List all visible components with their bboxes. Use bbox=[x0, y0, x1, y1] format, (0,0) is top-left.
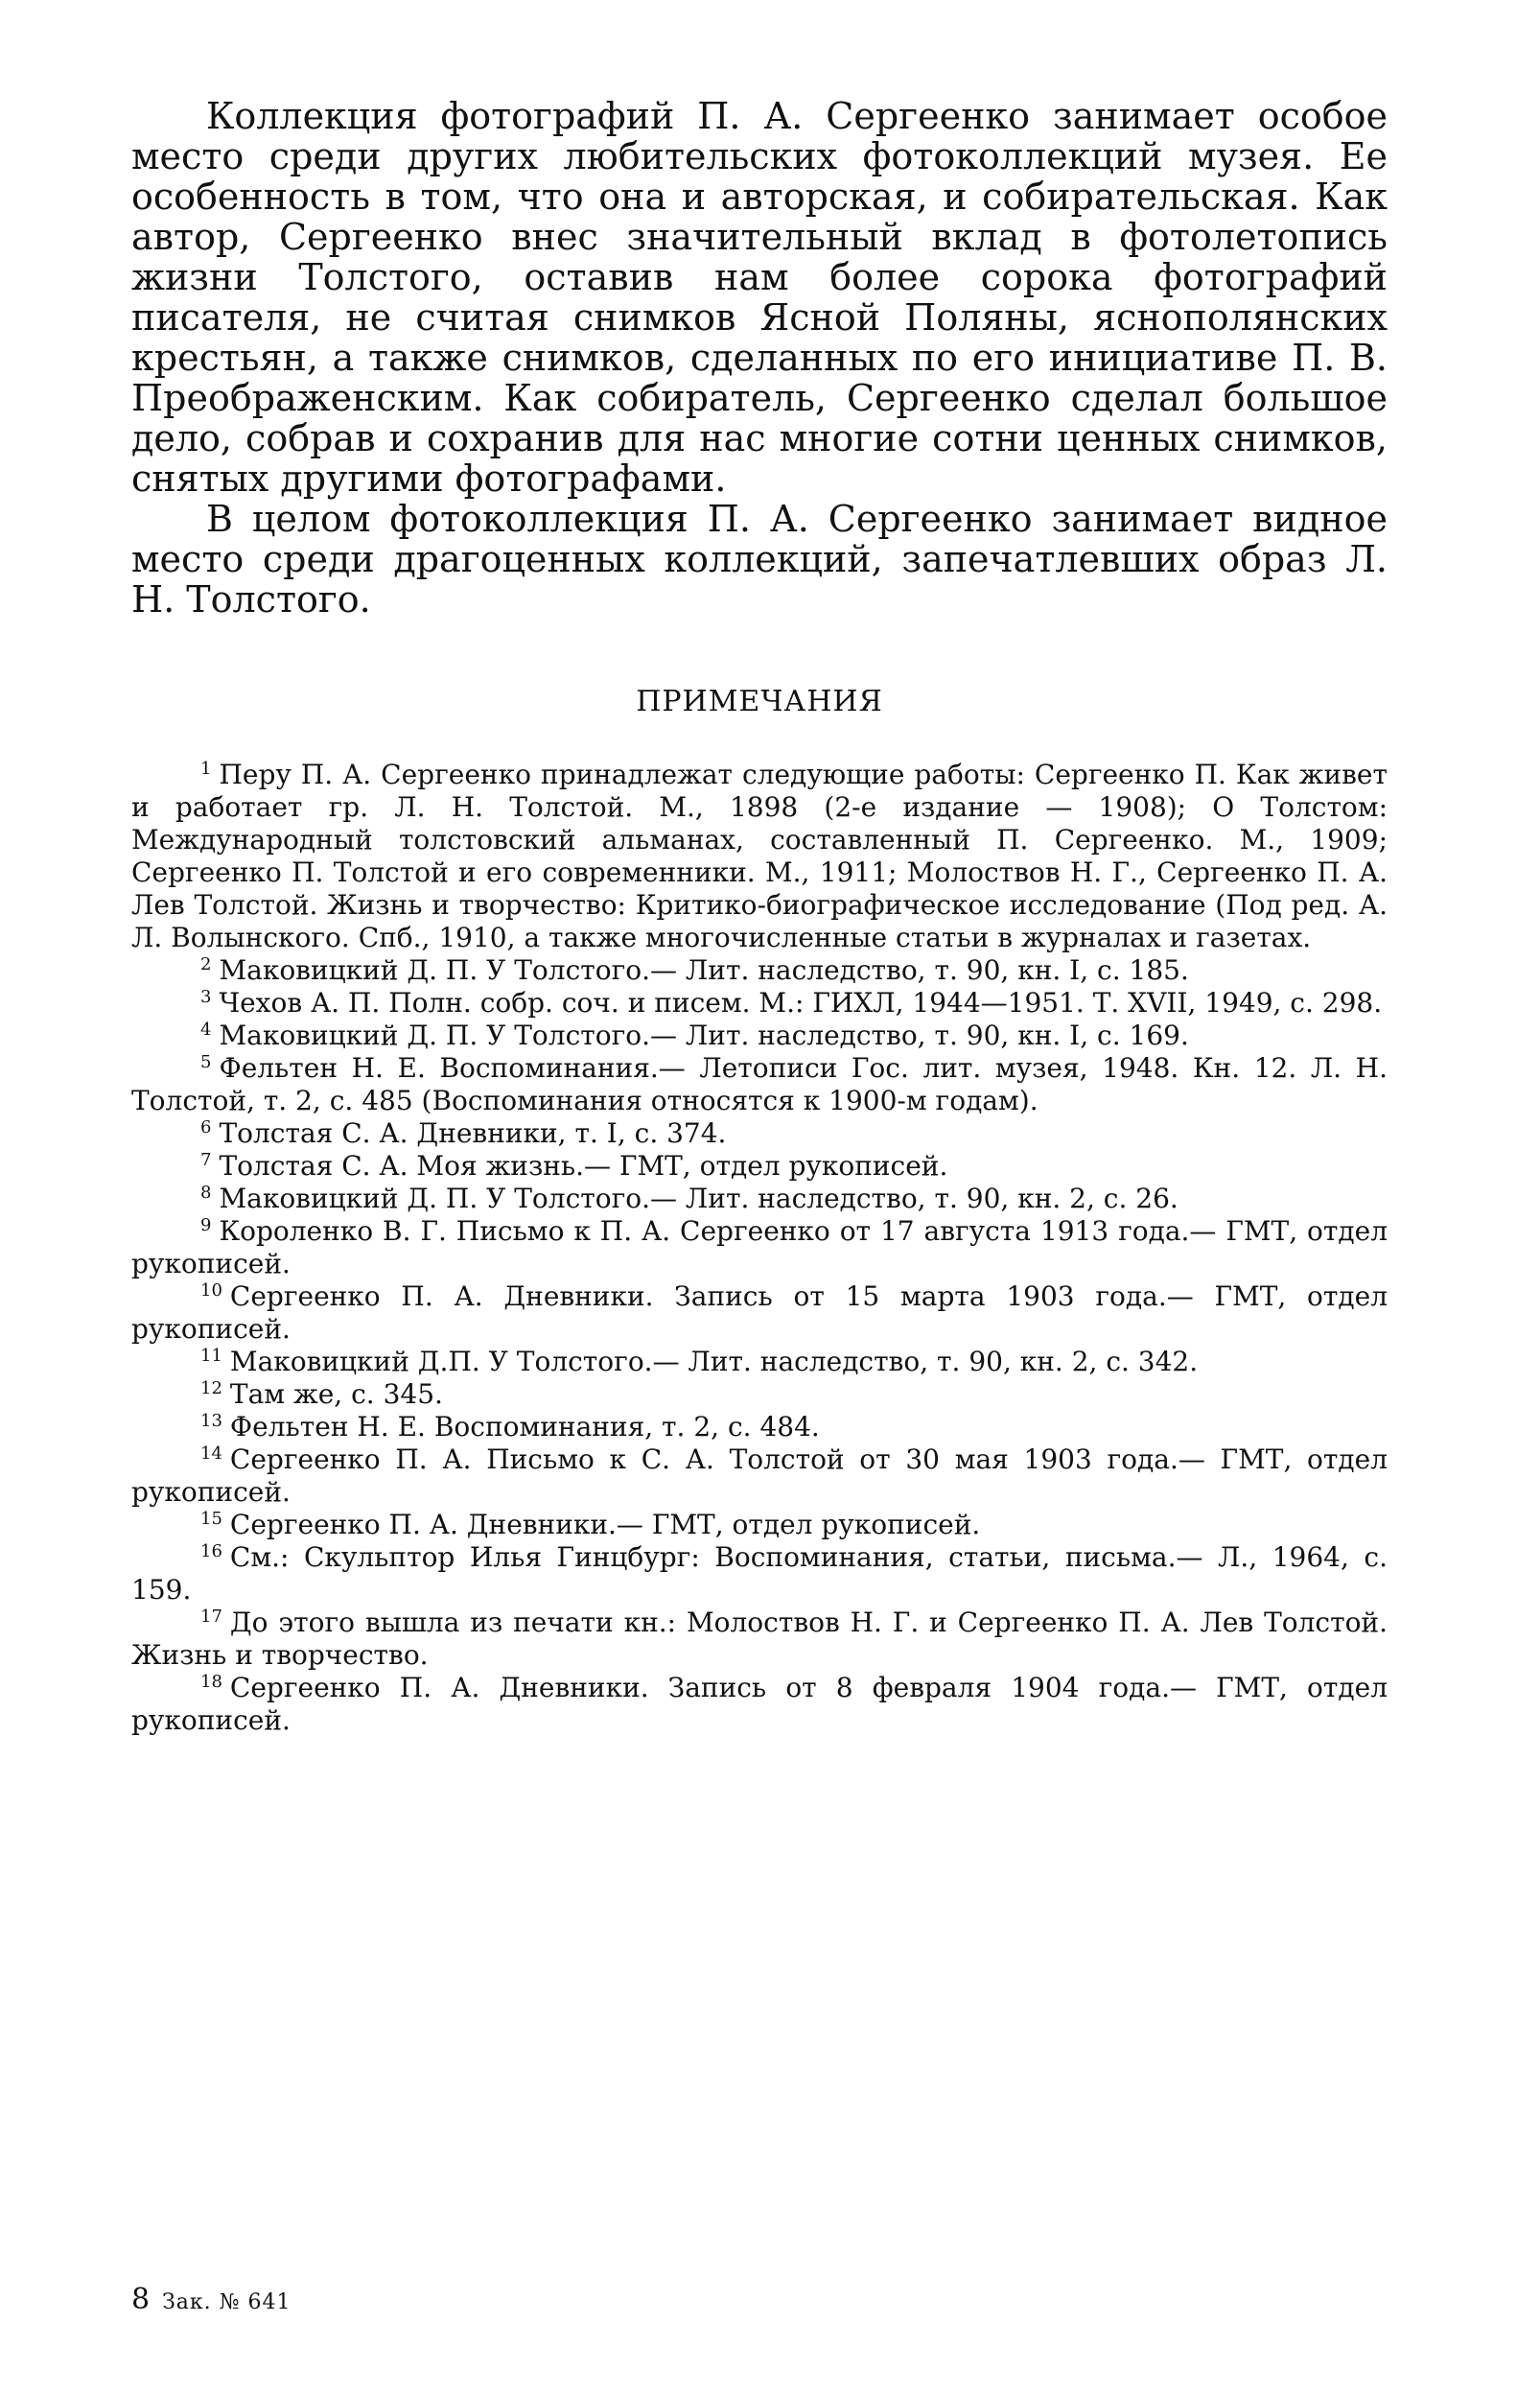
notes-list bbox=[131, 759, 1388, 1737]
note-text: Маковицкий Д. П. У Толстого.— Лит. наследство, т. 90, кн. I, с. 185. bbox=[219, 954, 1189, 986]
note-item bbox=[131, 1541, 1388, 1607]
note-number: 13 bbox=[200, 1410, 222, 1431]
page-content bbox=[131, 96, 1388, 1737]
note-text: Маковицкий Д. П. У Толстого.— Лит. наследство, т. 90, кн. I, с. 169. bbox=[219, 1020, 1189, 1051]
note-number: 7 bbox=[200, 1149, 212, 1170]
note-text: Маковицкий Д.П. У Толстого.— Лит. наследство, т. 90, кн. 2, с. 342. bbox=[229, 1346, 1199, 1377]
note-number: 3 bbox=[200, 986, 212, 1007]
body-paragraph: Коллекция фотографий П. А. Сергеенко занимает особое место среди других любительских фотоколлекций музея. Ее особенность в том, что она и авторская, и собирательская. Как автор, Сергеенко внес значительный вклад в фотолетопись жизни Толстого, оставив нам более сорока фотографий писателя, не считая снимков Ясной Поляны, яснополянских крестьян, а также снимков, сделанных по его инициативе П. В. Преображенским. Как собиратель, Сергеенко сделал большое дело, собрав и сохранив для нас многие сотни ценных снимков, снятых другими фотографами. bbox=[131, 95, 1388, 500]
note-number: 5 bbox=[200, 1051, 212, 1072]
note-number: 14 bbox=[200, 1443, 222, 1464]
note-number: 15 bbox=[200, 1508, 222, 1529]
note-item bbox=[131, 1150, 1388, 1183]
note-item bbox=[131, 1346, 1388, 1378]
note-item bbox=[131, 1280, 1388, 1346]
note-text: Там же, с. 345. bbox=[229, 1378, 443, 1410]
note-number: 10 bbox=[200, 1279, 222, 1301]
notes-title: ПРИМЕЧАНИЯ bbox=[636, 685, 883, 718]
body-text bbox=[131, 96, 1388, 620]
signature-number: 8 bbox=[131, 2283, 152, 2316]
note-text: Фельтен Н. Е. Воспоминания, т. 2, с. 484. bbox=[229, 1411, 820, 1443]
note-text: Перу П. А. Сергеенко принадлежат следующие работы: Сергеенко П. Как живет и работает гр. Л. Н. Толстой. М., 1898 (2-е издание — 1908); О Толстом: Международный толстовский альманах, составленный П. Сергеенко. М., 1909; Сергеенко П. Толстой и его современники. М., 1911; Молоствов Н. Г., Сергеенко П. А. Лев Толстой. Жизнь и творчество: Критико-биографическое исследование (Под ред. А. Л. Волынского. Спб., 1910, а также многочисленные статьи в журналах и газетах. bbox=[131, 759, 1388, 953]
note-item bbox=[131, 1052, 1388, 1117]
note-text: Сергеенко П. А. Письмо к С. А. Толстой от 30 мая 1903 года.— ГМТ, отдел рукописей. bbox=[131, 1443, 1388, 1508]
note-item bbox=[131, 1411, 1388, 1443]
note-number: 2 bbox=[200, 953, 212, 974]
note-item bbox=[131, 987, 1388, 1020]
note-number: 1 bbox=[200, 758, 212, 779]
signature-order: Зак. № 641 bbox=[162, 2290, 292, 2314]
note-item bbox=[131, 1509, 1388, 1541]
note-number: 16 bbox=[200, 1540, 222, 1561]
note-number: 17 bbox=[200, 1606, 222, 1627]
printer-signature bbox=[131, 2283, 291, 2316]
note-text: Фельтен Н. Е. Воспоминания.— Летописи Гос. лит. музея, 1948. Кн. 12. Л. Н. Толстой, т. 2, с. 485 (Воспоминания относятся к 1900-м годам). bbox=[131, 1052, 1388, 1116]
note-text: Чехов А. П. Полн. собр. соч. и писем. М.: ГИХЛ, 1944—1951. Т. XVII, 1949, с. 298. bbox=[219, 987, 1383, 1019]
note-item bbox=[131, 1215, 1388, 1280]
note-text: Сергеенко П. А. Дневники.— ГМТ, отдел рукописей. bbox=[229, 1509, 981, 1540]
note-text: Сергеенко П. А. Дневники. Запись от 8 февраля 1904 года.— ГМТ, отдел рукописей. bbox=[131, 1672, 1388, 1736]
note-item bbox=[131, 1183, 1388, 1215]
note-text: Толстая С. А. Моя жизнь.— ГМТ, отдел рукописей. bbox=[219, 1150, 948, 1182]
note-item bbox=[131, 1020, 1388, 1052]
note-number: 4 bbox=[200, 1019, 212, 1040]
note-number: 8 bbox=[200, 1182, 212, 1203]
note-text: Маковицкий Д. П. У Толстого.— Лит. наследство, т. 90, кн. 2, с. 26. bbox=[219, 1183, 1178, 1214]
note-number: 11 bbox=[200, 1345, 222, 1366]
note-item bbox=[131, 1378, 1388, 1411]
note-item bbox=[131, 759, 1388, 954]
note-text: См.: Скульптор Илья Гинцбург: Воспоминания, статьи, письма.— Л., 1964, с. 159. bbox=[131, 1541, 1388, 1606]
note-text: Сергеенко П. А. Дневники. Запись от 15 марта 1903 года.— ГМТ, отдел рукописей. bbox=[131, 1280, 1388, 1345]
note-number: 6 bbox=[200, 1116, 212, 1138]
note-item bbox=[131, 1672, 1388, 1737]
note-number: 12 bbox=[200, 1377, 222, 1398]
note-text: До этого вышла из печати кн.: Молоствов Н. Г. и Сергеенко П. А. Лев Толстой. Жизнь и творчество. bbox=[131, 1607, 1388, 1671]
note-item bbox=[131, 1117, 1388, 1150]
note-item bbox=[131, 954, 1388, 987]
note-item bbox=[131, 1443, 1388, 1509]
note-text: Короленко В. Г. Письмо к П. А. Сергеенко от 17 августа 1913 года.— ГМТ, отдел рукописей. bbox=[131, 1215, 1388, 1279]
body-paragraph: В целом фотоколлекция П. А. Сергеенко занимает видное место среди драгоценных коллекций, запечатлевших образ Л. Н. Толстого. bbox=[131, 498, 1388, 621]
note-number: 18 bbox=[200, 1671, 222, 1692]
note-text: Толстая С. А. Дневники, т. I, с. 374. bbox=[219, 1117, 727, 1149]
note-number: 9 bbox=[200, 1214, 212, 1235]
note-item bbox=[131, 1607, 1388, 1672]
